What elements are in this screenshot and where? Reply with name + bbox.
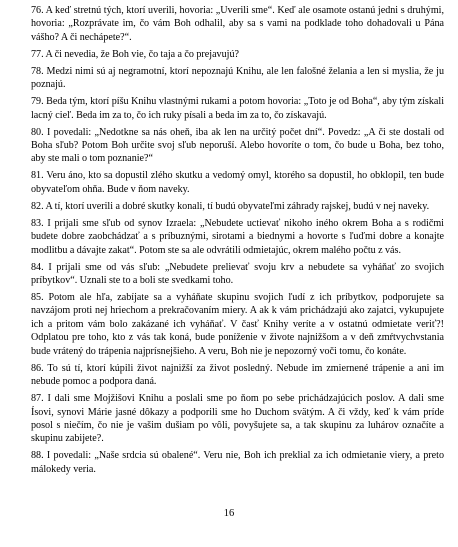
verse-78: 78. Medzi nimi sú aj negramotní, ktorí nepoznajú Knihu, ale len falošné želania a len si myslia, že ju poznajú.: [31, 65, 444, 91]
verse-82: 82. A tí, ktorí uverili a dobré skutky konali, tí budú obyvateľmi záhrady rajskej, budú v nej naveky.: [31, 200, 430, 212]
verse-79: 79. Beda tým, ktorí píšu Knihu vlastnými rukami a potom hovoria: „Toto je od Boha“, aby tým získali lacný cieľ. Beda im za to, čo ich ruky písali a beda im za to, čo získavajú.: [31, 96, 444, 121]
verse-84: 84. I prijali sme od vás sľub: „Nebudete prelievať svoju krv a nebudete sa vyháňať zo svojich príbytkov“. Uznali ste to a boli ste svedkami toho.: [31, 261, 444, 287]
verse-86: 86. To sú tí, ktorí kúpili život najnižší za život posledný. Nebude im zmiernené trápenie a ani im nebude pomoc a podpora daná.: [31, 362, 444, 388]
verse-81: 81. Veru áno, kto sa dopustil zlého skutku a vedomý omyl, ktorého sa dopustil, ho obklopil, ten bude obyvateľom ohňa. Bude v ňom naveky.: [31, 170, 444, 195]
verse-83: 83. I prijali sme sľub od synov Izraela: „Nebudete uctievať nikoho iného okrem Boha a s rodičmi budete dobre zaobchádzať a s príbuznými, sirotami a biednymi a hovorte s ľuďmi dobre a konajte modlitbu a dávajte zakat“. Potom ste sa ale odvrátili odmietajúc, okrem malého počtu z vás.: [31, 217, 444, 256]
verse-77: 77. A či nevedia, že Boh vie, čo taja a čo prejavujú?: [31, 48, 239, 60]
verse-80: 80. I povedali: „Nedotkne sa nás oheň, iba ak len na určitý počet dní“. Povedz: „A či ste dostali od Boha sľub? Potom Boh určite svoj sľub neporuší. Alebo hovoríte o tom, čo bude u Boha, bez toho, aby ste mali o tom poznanie?“: [31, 126, 444, 165]
verse-85: 85. Potom ale hľa, zabíjate sa a vyháňate skupinu svojich ľudí z ich príbytkov, podporujete sa navzájom proti nej hriechom a prekračovaním miery. A ak k vám prichádzajú ako zajatci, vykupujete ich a pritom vám bolo zakázané ich vyháňať. V časť Knihy veríte a v ostatnú odmietate veriť?! Odplatou pre toho, kto z vás tak koná, bude poníženie v živote najnižšom a v deň zmŕtvychvstania bude vrátený do trápenia najprísnejšieho. A veru, Boh nie je nepozorný voči tomu, čo konáte.: [31, 292, 444, 357]
page-number: 16: [223, 508, 235, 519]
verse-76: 76. A keď stretnú tých, ktorí uverili, hovoria: „Uverili sme“. Keď ale osamote ostanú jedni s druhými, hovoria: „Rozprávate im, čo vám Boh odhalil, aby sa s vami na podklade toho dohadovali u Pána vášho? A či nechápete?“.: [31, 5, 444, 43]
verse-list: [31, 4, 444, 476]
verse-87: 87. I dali sme Mojžišovi Knihu a poslali sme po ňom po sebe prichádzajúcich poslov. A dali sme Ísovi, synovi Márie jasné dôkazy a podporili sme ho Duchom svätým. A či vždy, keď k vám príde posol s niečím, čo nie je vašim dušiam po vôli, povyšujete sa, a tak skupinu za luhárov označíte a skupinu zabijete?.: [31, 393, 444, 445]
verse-88: 88. I povedali: „Naše srdcia sú obalené“. Veru nie, Boh ich preklial za ich odmietanie viery, a preto málokedy veria.: [31, 450, 444, 475]
